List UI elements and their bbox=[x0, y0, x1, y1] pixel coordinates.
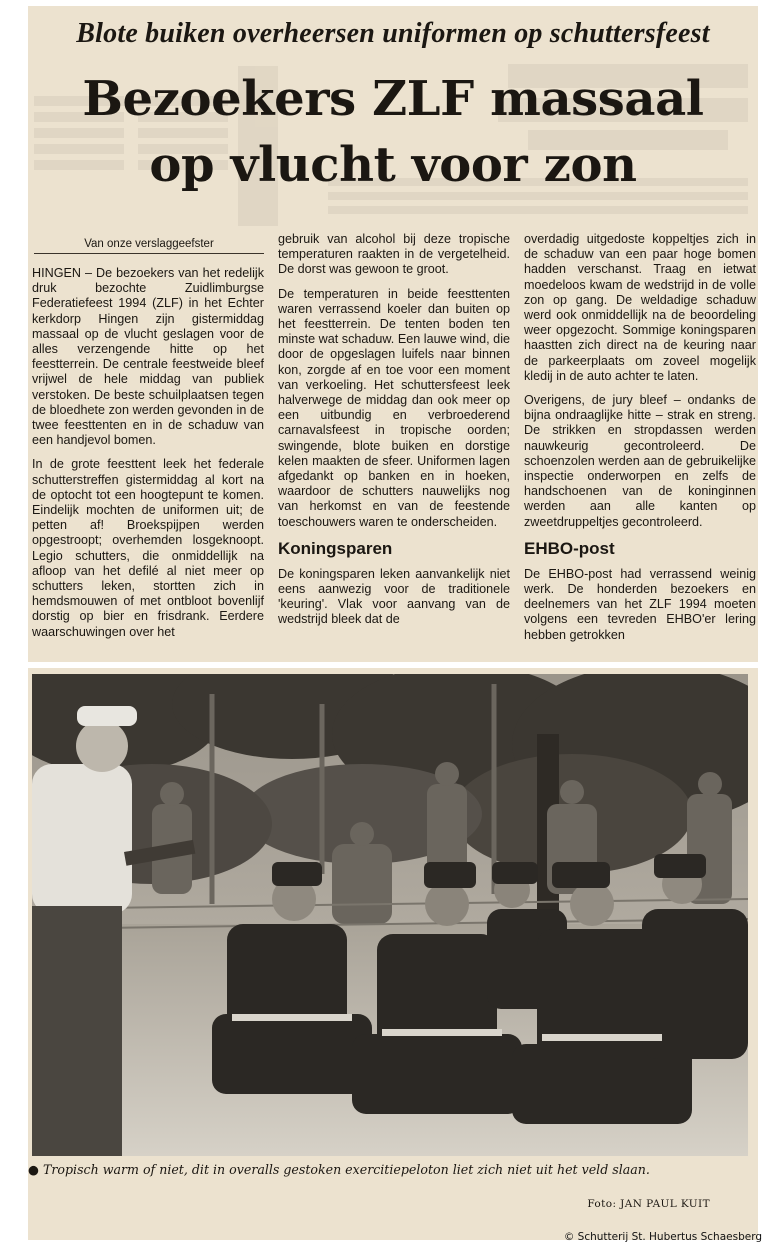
col3-paragraph-3: De EHBO-post had verrassend weinig werk. De honderden bezoekers en deelnemers van het ZLF 1994 moeten volgens een tevreden EHBO'er lering hebben getrokken bbox=[524, 566, 756, 642]
col2-paragraph-3: De koningsparen leken aanvankelijk niet eens aanwezig voor de traditionele 'keuring'. Vlak voor aanvang van de wedstrijd bleek dat de bbox=[278, 566, 510, 627]
subhead-ehbo-post: EHBO-post bbox=[524, 538, 615, 558]
photo-caption: ● Tropisch warm of niet, dit in overalls gestoken exercitiepeloton liet zich niet uit het veld slaan. bbox=[28, 1162, 650, 1177]
col3-paragraph-2: Overigens, de jury bleef – ondanks de bijna ondraaglijke hitte – strak en streng. De strikken en stropdassen werden nauwkeurig gecontroleerd. De schoenzolen werden aan de gebruikelijke inspectie onderworpen en zelfs de handschoenen van de koninginnen werden aan alle kanten op zweetdruppeltjes gecontroleerd. bbox=[524, 393, 756, 529]
article-column-3 bbox=[524, 232, 756, 652]
news-photo bbox=[32, 674, 748, 1156]
col2-paragraph-2: De temperaturen in beide feesttenten waren verrassend koeler dan buiten op het feestterrein. De tenten boden ten minste wat schaduw. Een lauwe wind, die door de opgeslagen luifels naar binnen kon, zorgde af en toe voor een moment van verkoeling. Het schuttersfeest leek halverwege de middag dan ook meer op een uitbundig en verbroederend carnavalsfeest in tropische oorden; swingende, blote buiken en dorstige kelen maakten de sfeer. Uniformen lagen afgedankt op banken en in hoeken, waardoor de schutters nauwelijks nog van herkomst en van de feestende toeschouwers waren te onderscheiden. bbox=[278, 286, 510, 529]
article-column-1 bbox=[32, 266, 264, 649]
article-kicker: Blote buiken overheersen uniformen op schuttersfeest bbox=[76, 18, 710, 49]
col1-paragraph-1: HINGEN – De bezoekers van het redelijk druk bezochte Zuidlimburgse Federatiefeest 1994 (ZLF) in het Echter kerkdorp Hingen zijn gistermiddag massaal op de vlucht geslagen voor de alles verzengende hitte op het feestterrein. De centrale feestweide bleef vrijwel de hele middag van publiek verstoken. De beste schuilplaatsen tegen de bloedhete zon werden gevonden in de twee feesttenten en in de schaduw van een handjevol bomen. bbox=[32, 266, 264, 448]
col3-paragraph-1: overdadig uitgedoste koppeltjes zich in de schaduw van een paar hoge bomen hadden verschanst. Traag en ietwat moedeloos kwam de wedstrijd in de volle zon op gang. De weldadige schaduw werd ook onmiddellijk na de beoordeling weer opgezocht. Sommige koningsparen haastten zich direct na de keuring naar de parkeerplaats om zoveel mogelijk kledij in de auto achter te laten. bbox=[524, 232, 756, 383]
byline: Van onze verslaggeefster bbox=[34, 238, 264, 254]
col2-paragraph-1: gebruik van alcohol bij deze tropische temperaturen raakten in de vergetelheid. De dorst was gewoon te groot. bbox=[278, 232, 510, 277]
photo-illustration bbox=[32, 674, 748, 1156]
col1-paragraph-2: In de grote feesttent leek het federale schutterstreffen gistermiddag al kort na de optocht tot een hoogtepunt te komen. Eindelijk mochten de uniformen uit; de petten af! Broekspijpen werden opgestroopt; overhemden losgeknoopt. Legio schutters, die onmiddellijk na afloop van het defilé al niet meer op schutters leken, stortten zich in hemdsmouwen of met ontbloot bovenlijf dorstig op bier en frisdrank. Eerdere waarschuwingen over het bbox=[32, 457, 264, 639]
photo-clipping bbox=[28, 668, 758, 1240]
headline-line-2: op vlucht voor zon bbox=[149, 137, 637, 193]
article-clipping bbox=[28, 6, 758, 662]
photo-credit: Foto: JAN PAUL KUIT bbox=[587, 1198, 710, 1210]
article-headline bbox=[28, 66, 758, 198]
article-column-2 bbox=[278, 232, 510, 637]
subhead-koningsparen: Koningsparen bbox=[278, 538, 393, 558]
copyright-notice: © Schutterij St. Hubertus Schaesberg bbox=[563, 1231, 762, 1243]
headline-line-1: Bezoekers ZLF massaal bbox=[82, 71, 704, 127]
